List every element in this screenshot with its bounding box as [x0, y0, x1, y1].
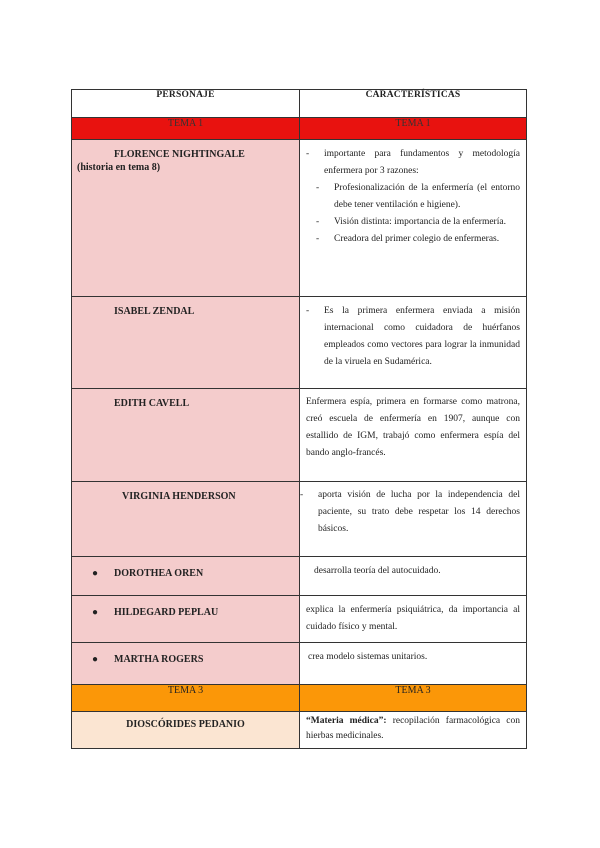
table-row [72, 297, 527, 389]
description-cell [300, 389, 527, 482]
list-item [306, 214, 520, 231]
list-item-text: Creadora del primer colegio de enfermeras. [334, 234, 500, 244]
bullet-icon: ● [92, 568, 99, 579]
dash-glyph: - [316, 217, 320, 227]
name-cell [72, 596, 300, 643]
table-row [72, 596, 527, 643]
tema3-label-col2: TEMA 3 [300, 685, 527, 712]
description [300, 712, 526, 744]
section-row-tema3 [72, 685, 527, 712]
person-name-line [72, 596, 299, 618]
bullet-icon: ● [92, 607, 99, 618]
person-name: VIRGINIA HENDERSON [122, 491, 236, 502]
list-item [300, 487, 520, 538]
list-item-text: aporta visión de lucha por la independencia del paciente, su trato debe respetar los 14 derechos básicos. [318, 490, 520, 534]
name-cell [72, 712, 300, 749]
bullet-icon: ● [92, 654, 99, 665]
name-cell [72, 557, 300, 596]
tema1-label-col1: TEMA 1 [72, 118, 300, 140]
description [300, 140, 526, 248]
description-cell [300, 482, 527, 557]
person-name: EDITH CAVELL [114, 398, 190, 409]
description-bold: “Materia médica”: [306, 716, 387, 726]
name-cell [72, 482, 300, 557]
section-row-tema1 [72, 118, 527, 140]
description: crea modelo sistemas unitarios. [308, 652, 428, 662]
description: explica la enfermería psiquiátrica, da importancia al cuidado físico y mental. [306, 605, 520, 632]
name-cell [72, 140, 300, 297]
person-name: DIOSCÓRIDES PEDANIO [126, 719, 245, 730]
person-name: HILDEGARD PEPLAU [114, 607, 219, 618]
description [300, 482, 526, 538]
tema3-label-col1: TEMA 3 [72, 685, 300, 712]
person-name: FLORENCE NIGHTINGALE [114, 149, 245, 160]
person-name-line [72, 643, 299, 665]
list-item-text: Visión distinta: importancia de la enfermería. [334, 217, 506, 227]
description-cell [300, 596, 527, 643]
name-cell [72, 389, 300, 482]
description-cell [300, 643, 527, 685]
dash-glyph: - [306, 149, 310, 159]
name-cell [72, 643, 300, 685]
table-row [72, 712, 527, 749]
tema1-label-col2: TEMA 1 [300, 118, 527, 140]
description-cell [300, 557, 527, 596]
name-cell [72, 297, 300, 389]
table-row [72, 482, 527, 557]
table-row [72, 389, 527, 482]
description: desarrolla teoría del autocuidado. [314, 566, 441, 576]
table-row [72, 557, 527, 596]
description: Enfermera espía, primera en formarse como matrona, creó escuela de enfermería en 1907, aunque con estallido de IGM, trabajó como enfermera espía del bando anglo-francés. [306, 397, 520, 458]
list-item-text: Profesionalización de la enfermería (el entorno debe tener ventilación e higiene). [334, 183, 520, 210]
description-text: recopilación farmacológica con hierbas medicinales. [306, 716, 520, 741]
person-name: MARTHA ROGERS [114, 654, 204, 665]
characters-table [71, 89, 527, 749]
dash-glyph: - [306, 306, 310, 316]
header-row [72, 90, 527, 118]
dash-glyph: - [316, 234, 320, 244]
dash-glyph: - [316, 183, 320, 193]
header-personaje: PERSONAJE [72, 90, 300, 118]
list-item-text: Es la primera enfermera enviada a misión internacional como cuidadora de huérfanos empleados como vectores para lograr la inmunidad de la viruela en Sudamérica. [324, 306, 520, 367]
list-item-text: importante para fundamentos y metodología enfermera por 3 razones: [324, 149, 520, 176]
list-item [306, 146, 520, 180]
description-cell [300, 140, 527, 297]
list-item [306, 231, 520, 248]
description [300, 297, 526, 371]
table-row [72, 140, 527, 297]
description-cell [300, 297, 527, 389]
person-name: DOROTHEA OREN [114, 568, 204, 579]
table-row [72, 643, 527, 685]
dash-glyph: - [300, 490, 304, 500]
description-cell [300, 712, 527, 749]
person-note: (historia en tema 8) [77, 162, 161, 173]
list-item [306, 303, 520, 371]
header-caracteristicas: CARACTERÍSTICAS [300, 90, 527, 118]
person-name: ISABEL ZENDAL [114, 306, 195, 317]
list-item [306, 180, 520, 214]
person-name-line [72, 557, 299, 579]
